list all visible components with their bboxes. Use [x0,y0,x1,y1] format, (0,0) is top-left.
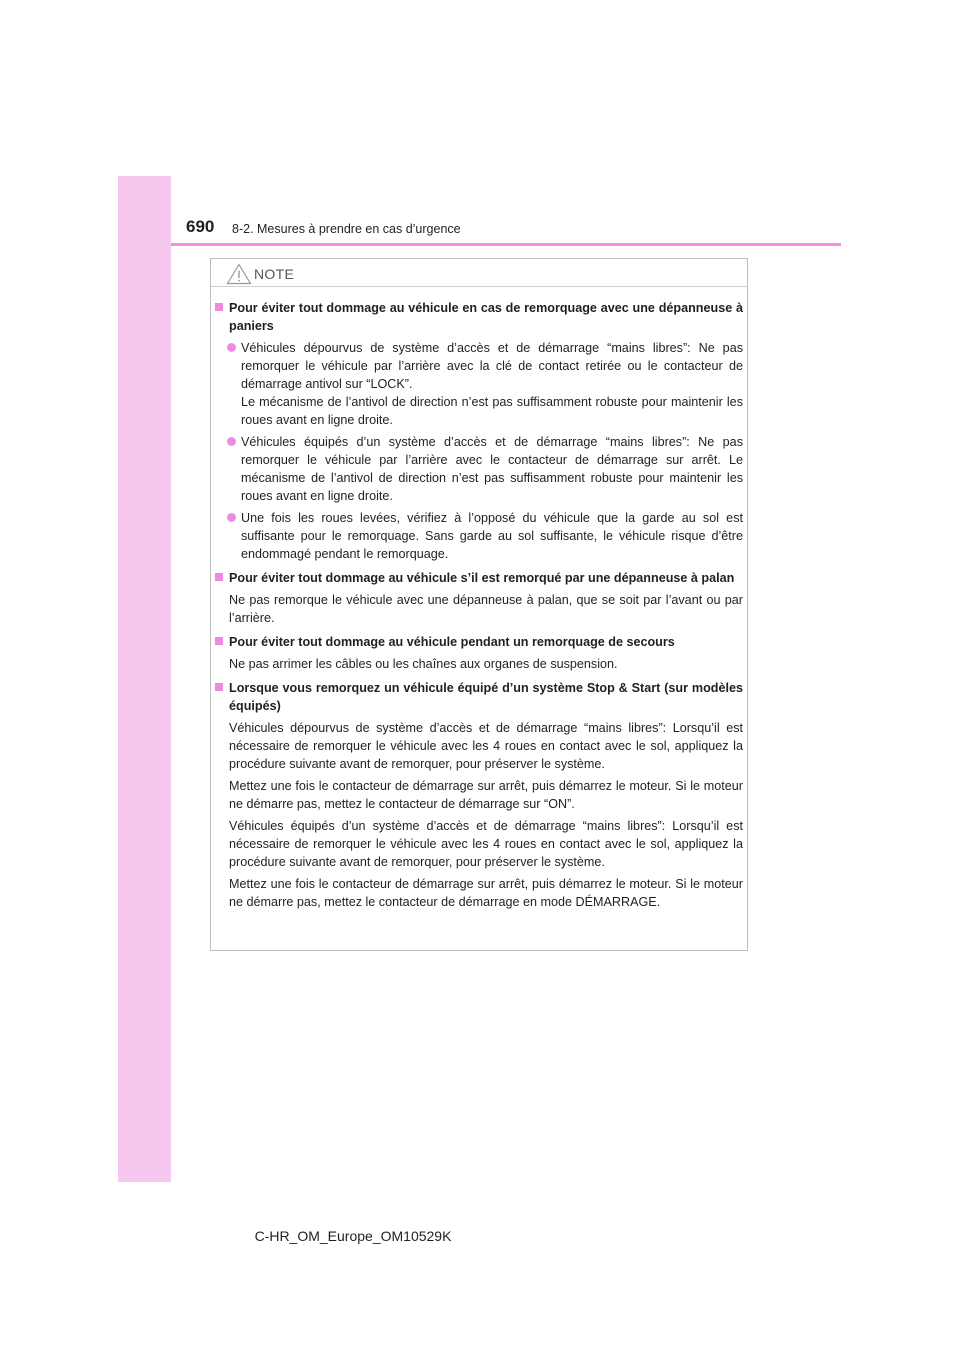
circle-bullet-icon [227,343,236,352]
list-item [215,433,743,505]
list-item [215,509,743,563]
circle-bullet-icon [227,513,236,522]
note-content [215,299,743,917]
document-code: C-HR_OM_Europe_OM10529K [254,1228,452,1244]
section-title: 8-2. Mesures à prendre en cas d’urgence [232,222,461,236]
note-item [215,299,743,563]
square-bullet-icon [215,573,223,581]
list-item-text: Véhicules dépourvus de système d’accès et de démarrage “mains libres”: Ne pas remorquer le véhicule par l’arrière avec la clé de contact retirée ou le contacteur de démarrage antivol sur “LOCK”. [241,341,743,391]
square-bullet-icon [215,683,223,691]
note-item-title: Pour éviter tout dommage au véhicule pendant un remorquage de secours [215,633,743,651]
footer [0,1228,960,1244]
note-header [226,262,294,286]
note-item [215,569,743,627]
paragraph: Ne pas arrimer les câbles ou les chaînes aux organes de suspension. [229,657,618,671]
note-header-divider [211,286,747,287]
note-item [215,633,743,673]
page-number: 690 [186,217,215,236]
list-item-text: Le mécanisme de l’antivol de direction n’est pas suffisamment robuste pour maintenir les roues avant en ligne droite. [241,395,743,427]
list-item [215,339,743,429]
warning-triangle-icon [226,263,252,285]
note-label: NOTE [254,266,295,282]
list-item-text: Véhicules équipés d’un système d’accès et de démarrage “mains libres”: Ne pas remorquer le véhicule par l’arrière avec le contacteur de démarrage sur arrêt. Le mécanisme de l’antivol de direction n’est pas suffisamment robuste pour maintenir les roues avant en ligne droite. [241,435,743,503]
circle-bullet-icon [227,437,236,446]
paragraph: Mettez une fois le contacteur de démarrage sur arrêt, puis démarrez le moteur. Si le moteur ne démarre pas, mettez le contacteur de démarrage sur “ON”. [229,779,743,811]
square-bullet-icon [215,637,223,645]
paragraph: Véhicules équipés d’un système d’accès et de démarrage “mains libres”: Lorsqu’il est nécessaire de remorquer le véhicule avec les 4 roues en contact avec le sol, appliquez la procédure suivante avant de remorquer, pour préserver le système. [229,819,743,869]
header-divider [171,243,841,246]
note-item-title: Pour éviter tout dommage au véhicule s’il est remorqué par une dépanneuse à palan [215,569,743,587]
list-item-text: Une fois les roues levées, vérifiez à l’opposé du véhicule que la garde au sol est suffisante pour le remorquage. Sans garde au sol suffisante, le véhicule risque d’être endommagé pendant le remorquage. [241,511,743,561]
paragraph: Véhicules dépourvus de système d’accès et de démarrage “mains libres”: Lorsqu’il est nécessaire de remorquer le véhicule avec les 4 roues en contact avec le sol, appliquez la procédure suivante avant de remorquer, pour préserver le système. [229,721,743,771]
note-item [215,679,743,911]
chapter-side-tab [118,176,171,1182]
note-item-title: Pour éviter tout dommage au véhicule en cas de remorquage avec une dépanneuse à paniers [215,299,743,335]
paragraph: Ne pas remorque le véhicule avec une dépanneuse à palan, que se soit par l’avant ou par l’arrière. [229,593,743,625]
square-bullet-icon [215,303,223,311]
note-item-title: Lorsque vous remorquez un véhicule équipé d’un système Stop & Start (sur modèles équipés) [215,679,743,715]
paragraph: Mettez une fois le contacteur de démarrage sur arrêt, puis démarrez le moteur. Si le moteur ne démarre pas, mettez le contacteur de démarrage en mode DÉMARRAGE. [229,877,743,909]
